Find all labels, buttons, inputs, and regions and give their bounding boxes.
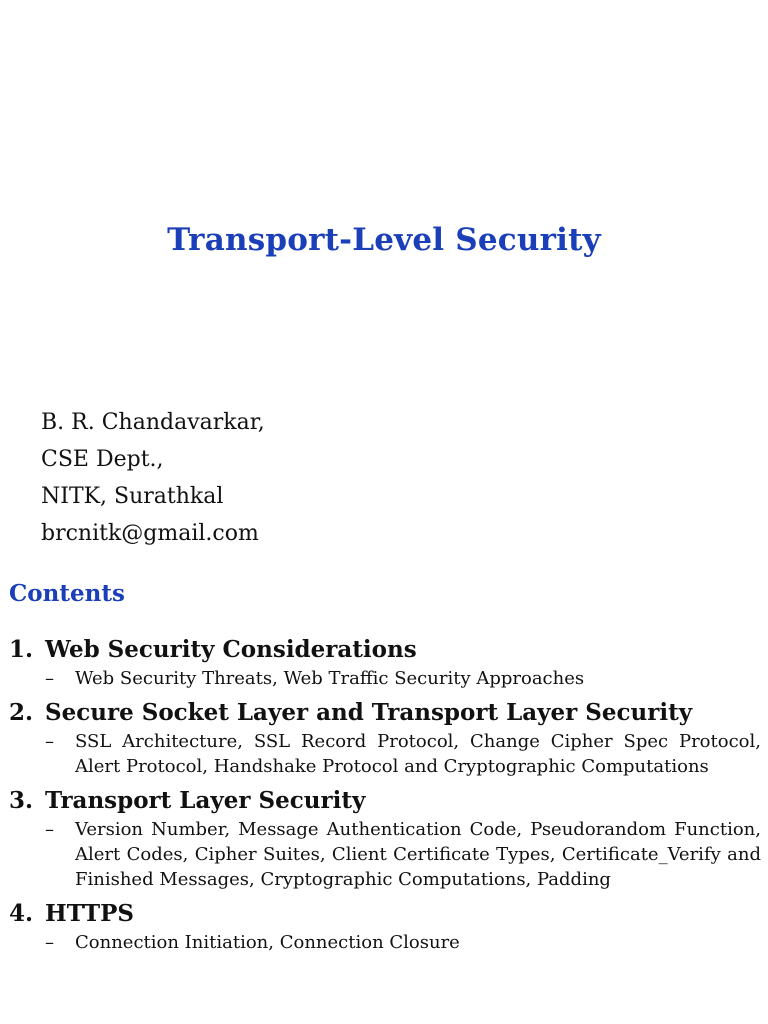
toc-item-2 xyxy=(9,697,761,779)
author-block xyxy=(41,404,265,552)
toc-item-heading xyxy=(9,697,761,729)
toc-item-number: 1. xyxy=(9,636,34,663)
toc-subitem xyxy=(45,666,761,691)
toc-item-title: HTTPS xyxy=(45,900,135,927)
toc-item-title: Secure Socket Layer and Transport Layer Security xyxy=(45,699,693,726)
dash-bullet: – xyxy=(45,731,54,752)
toc-subitem xyxy=(45,930,761,955)
toc-subitem-text: SSL Architecture, SSL Record Protocol, Change Cipher Spec Protocol, Alert Protocol, Handshake Protocol and Cryptographic Computations xyxy=(75,731,761,777)
toc-subitem xyxy=(45,817,761,892)
toc-item-title: Web Security Considerations xyxy=(45,636,417,663)
dash-bullet: – xyxy=(45,668,54,689)
toc-item-number: 3. xyxy=(9,787,34,814)
toc-item-3 xyxy=(9,785,761,892)
toc-item-4 xyxy=(9,898,761,955)
contents-heading: Contents xyxy=(9,580,125,607)
toc-subitem-text: Web Security Threats, Web Traffic Security Approaches xyxy=(75,668,585,689)
toc-item-heading xyxy=(9,634,761,666)
document-title: Transport-Level Security xyxy=(167,222,601,258)
author-department: CSE Dept., xyxy=(41,447,164,472)
toc-item-number: 2. xyxy=(9,699,34,726)
table-of-contents xyxy=(9,634,761,961)
toc-item-heading xyxy=(9,898,761,930)
author-name: B. R. Chandavarkar, xyxy=(41,410,265,435)
author-institute: NITK, Surathkal xyxy=(41,484,224,509)
toc-subitem-text: Connection Initiation, Connection Closure xyxy=(75,932,460,953)
author-email: brcnitk@gmail.com xyxy=(41,521,259,546)
toc-item-1 xyxy=(9,634,761,691)
toc-item-title: Transport Layer Security xyxy=(45,787,366,814)
dash-bullet: – xyxy=(45,932,54,953)
toc-item-heading xyxy=(9,785,761,817)
toc-subitem-text: Version Number, Message Authentication Code, Pseudorandom Function, Alert Codes, Cipher Suites, Client Certificate Types, Certificate_Verify and Finished Messages, Cryptographic Computations, Padding xyxy=(75,819,761,890)
toc-item-number: 4. xyxy=(9,900,34,927)
dash-bullet: – xyxy=(45,819,54,840)
toc-subitem xyxy=(45,729,761,779)
